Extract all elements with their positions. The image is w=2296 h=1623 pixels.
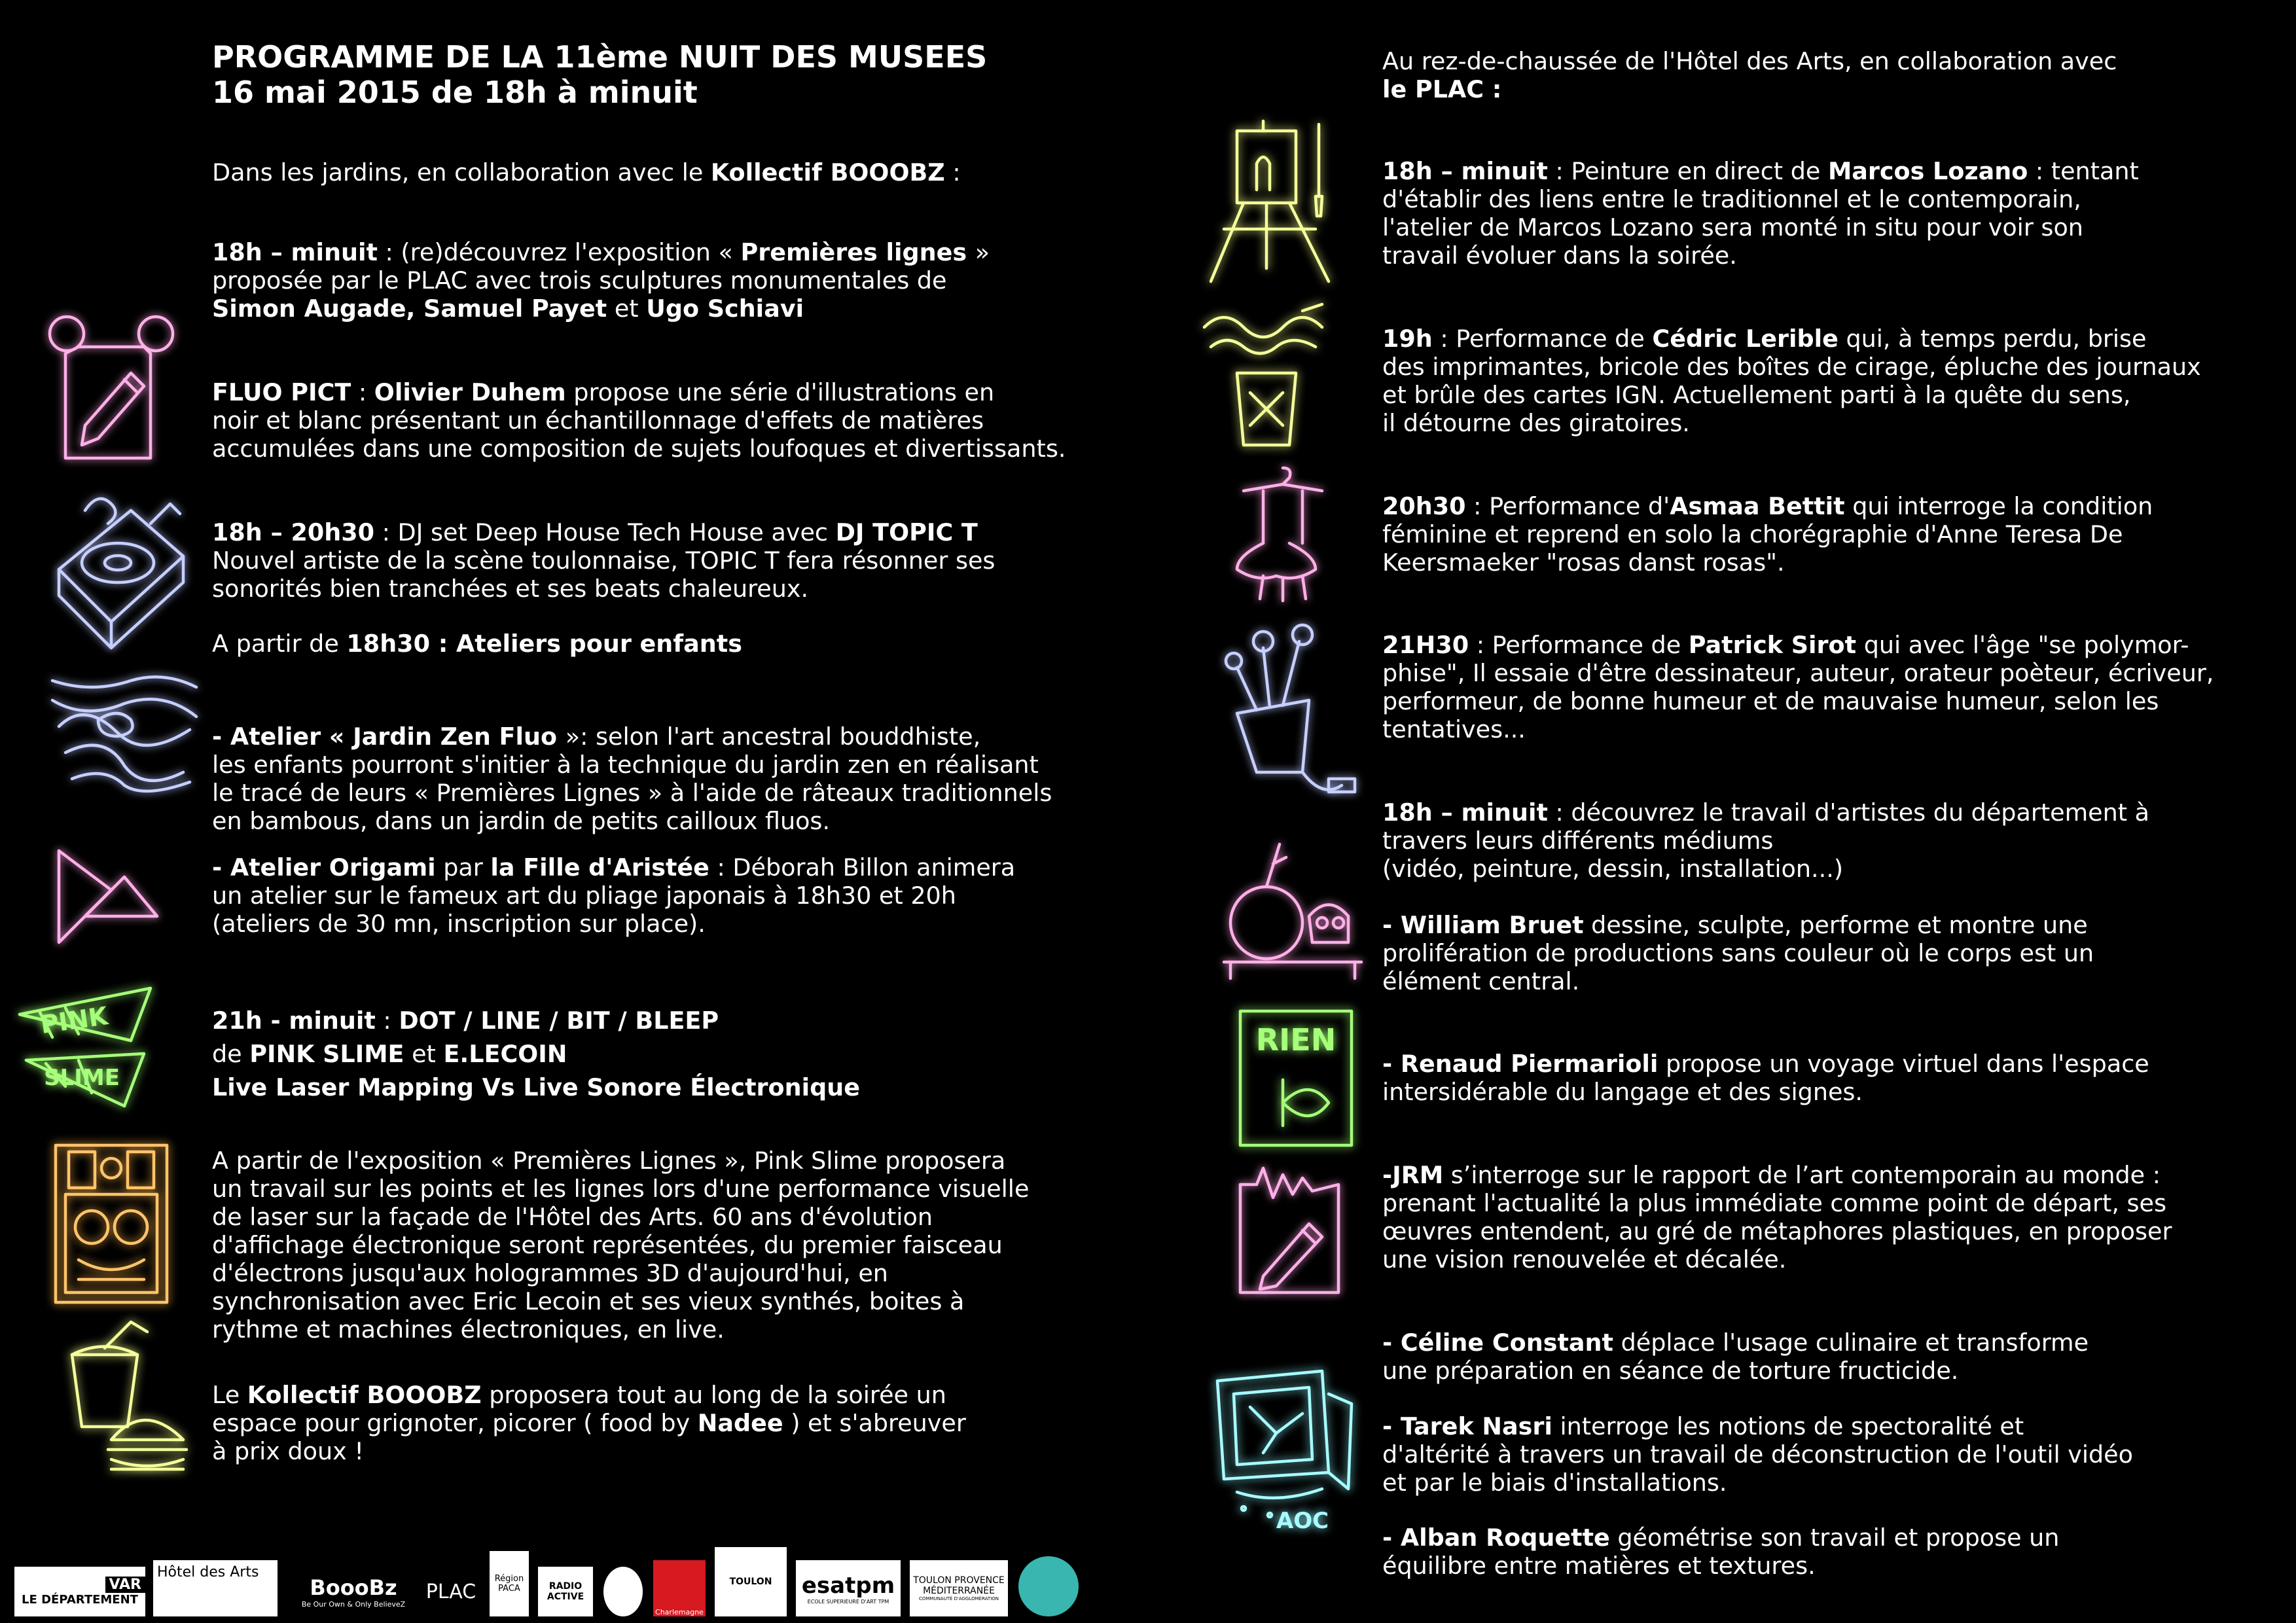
event-text: à prix doux ! (212, 1437, 364, 1465)
artist-name: Cédric Lerible (1652, 325, 1839, 353)
intro-text: Au rez-de-chaussée de l'Hôtel des Arts, en collaboration avec (1382, 47, 2117, 75)
gardens-intro (212, 158, 1187, 187)
event-text: les enfants pourront s'initier à la technique du jardin zen en réalisant (212, 751, 1039, 779)
artist-name: Patrick Sirot (1688, 631, 1857, 659)
event-text: » (975, 238, 990, 266)
bullet: - (1382, 1050, 1401, 1078)
event-text: performeur, de bonne humeur et de mauvaise humeur, selon les (1382, 687, 2159, 715)
event-text: propose une série d'illustrations en (565, 378, 995, 406)
zen-garden-waves-icon (46, 674, 203, 792)
intro-colon: : (944, 158, 961, 187)
event-lerible (1382, 325, 2292, 437)
event-food (212, 1381, 1187, 1465)
plac-label: le PLAC : (1382, 75, 1502, 103)
rien-label: RIEN (1255, 1022, 1336, 1058)
event-text: géométrise son travail et propose un (1609, 1524, 2060, 1552)
artist-name: Olivier Duhem (374, 378, 566, 406)
artist-name: Nadee (697, 1409, 783, 1437)
artist-names: Simon Augade, Samuel Payet (212, 294, 607, 323)
artist-roquette (1382, 1524, 2292, 1580)
booobz-logo (288, 1567, 419, 1616)
event-dot-line (212, 1007, 1187, 1101)
ateliers-heading (212, 630, 1187, 658)
event-text: il détourne des giratoires. (1382, 409, 1690, 437)
bullet: - (1382, 1161, 1393, 1189)
event-text: : (351, 378, 374, 406)
event-text: élément central. (1382, 967, 1580, 995)
esatpm-tagline: ECOLE SUPERIEURE D'ART TPM (807, 1598, 889, 1605)
event-jardin-zen (212, 722, 1187, 835)
event-text: équilibre entre matières et textures. (1382, 1552, 1816, 1580)
event-time: 21H30 (1382, 631, 1469, 659)
booobz-tagline: Be Our Own & Only BelieveZ (301, 1599, 406, 1609)
event-departement (1382, 798, 2292, 883)
event-time: 20h30 (1382, 492, 1466, 520)
event-text: s’interroge sur le rapport de l’art contemporain au monde : (1443, 1161, 2161, 1189)
event-text: : tentant (2028, 157, 2139, 185)
sponsor-logos (14, 1547, 1127, 1616)
event-text: en bambous, dans un jardin de petits cailloux fluos. (212, 807, 831, 835)
event-text: un atelier sur le fameux art du pliage japonais à 18h30 et 20h (212, 882, 956, 910)
hotel-logo-text: Hôtel des Arts (157, 1564, 259, 1580)
event-text: : Déborah Billon animera (709, 853, 1016, 882)
event-time: 18h – 20h30 (212, 518, 375, 546)
artist-piermarioli (1382, 1050, 2292, 1106)
event-text: œuvres entendent, au gré de métaphores plastiques, en proposer (1382, 1217, 2172, 1245)
event-text: d'établir des liens entre le traditionnel et le contemporain, (1382, 185, 2081, 213)
event-time: 18h – minuit (1382, 157, 1548, 185)
turntable-icon (46, 484, 190, 648)
event-text: déplace l'usage culinaire et transforme (1613, 1329, 2089, 1357)
tpm-logo (910, 1560, 1008, 1616)
skull-sphere-icon (1217, 838, 1368, 982)
radio-logo-text: RADIO ACTIVE (547, 1581, 584, 1602)
event-text: un travail sur les points et les lignes lors d'une performance visuelle (212, 1175, 1030, 1203)
event-text: proposée par le PLAC avec trois sculptures monumentales de (212, 266, 947, 294)
event-text: dessine, sculpte, performe et montre une (1583, 911, 2088, 939)
slime-label: SLIME (44, 1065, 120, 1091)
ateliers-label: : Ateliers pour enfants (429, 630, 742, 658)
event-text: synchronisation avec Eric Lecoin et ses vieux synthés, boites à (212, 1287, 965, 1315)
title-line-1: PROGRAMME DE LA 11ème NUIT DES MUSEES (212, 39, 988, 75)
artist-name: Ugo Schiavi (646, 294, 804, 323)
event-text: rythme et machines électroniques, en live. (212, 1315, 725, 1344)
pink-slime-laser-icon (13, 982, 157, 1113)
toulon-logo (715, 1547, 787, 1616)
event-text: prolifération de productions sans couleur où le corps est un (1382, 939, 2094, 967)
event-text: noir et blanc présentant un échantillonnage d'effets de matières (212, 406, 984, 435)
artist-name: JRM (1392, 1161, 1444, 1189)
event-text: : DJ set Deep House Tech House avec (374, 518, 836, 546)
mouse-pencil-icon (46, 314, 177, 465)
event-bettit (1382, 492, 2292, 577)
event-text: une vision renouvelée et décalée. (1382, 1245, 1787, 1274)
event-lozano (1382, 157, 2292, 270)
bullet: - (1382, 1329, 1401, 1357)
atelier-name: - Atelier Origami (212, 853, 436, 882)
event-text: : découvrez le travail d'artistes du département à (1547, 798, 2150, 827)
program-title (212, 39, 1187, 110)
event-text: le tracé de leurs « Premières Lignes » à l'aide de râteaux traditionnels (212, 779, 1052, 807)
event-time: 18h – minuit (212, 238, 378, 266)
project-name: FLUO PICT (212, 378, 351, 406)
event-text: des imprimantes, bricole des boîtes de cirage, épluche des journaux (1382, 353, 2201, 381)
event-text: ) et s'abreuver (783, 1409, 966, 1437)
departement-logo-text: LE DÉPARTEMENT (22, 1593, 138, 1607)
artist-name: Alban Roquette (1400, 1524, 1610, 1552)
event-pink-slime-description (212, 1147, 1187, 1344)
bottom-label: AOC (1276, 1508, 1329, 1534)
artist-jrm (1382, 1161, 2292, 1274)
event-text: accumulées dans une composition de sujets loufoques et divertissants. (212, 435, 1066, 463)
event-text: sonorités bien tranchées et ses beats chaleureux. (212, 575, 809, 603)
booobz-logo-text: BoooBz (310, 1575, 397, 1600)
event-text: et (404, 1040, 444, 1068)
event-text: A partir de (212, 630, 347, 658)
event-text: : (re)découvrez l'exposition « (377, 238, 741, 266)
round-seal-logo (603, 1567, 643, 1616)
event-text: féminine et reprend en solo la chorégraphie d'Anne Teresa De (1382, 520, 2123, 548)
artist-constant (1382, 1329, 2292, 1385)
teal-round-logo (1018, 1556, 1079, 1616)
event-text: : (375, 1007, 399, 1035)
plac-logo (422, 1567, 480, 1616)
flower-pot-icon (1211, 622, 1361, 818)
event-sirot (1382, 631, 2292, 743)
broken-monitor-icon (1211, 1368, 1361, 1538)
artist-name: Marcos Lozano (1827, 157, 2028, 185)
show-subtitle: Live Laser Mapping Vs Live Sonore Électronique (212, 1073, 860, 1101)
kollectif-name: Kollectif BOOOBZ (710, 158, 945, 187)
event-text: interroge les notions de spectoralité et (1552, 1412, 2024, 1440)
radio-active-logo (538, 1567, 593, 1616)
event-text: tentatives... (1382, 715, 1526, 743)
speaker-boxes-icon (52, 1142, 170, 1306)
var-logo-text: VAR (105, 1577, 146, 1593)
event-text: phise", Il essaie d'être dessinateur, auteur, orateur poèteur, écriveur, (1382, 659, 2214, 687)
artist-name: Renaud Piermarioli (1400, 1050, 1659, 1078)
event-premieres-lignes (212, 238, 1187, 323)
event-text: et brûle des cartes IGN. Actuellement parti à la quête du sens, (1382, 381, 2131, 409)
bullet: - (1382, 911, 1401, 939)
artist-nasri (1382, 1412, 2292, 1497)
event-text: Le (212, 1381, 247, 1409)
region-paca-logo (490, 1551, 529, 1616)
artist-name: William Bruet (1400, 911, 1584, 939)
title-line-2: 16 mai 2015 de 18h à minuit (212, 75, 698, 110)
show-name: DOT / LINE / BIT / BLEEP (399, 1007, 719, 1035)
bullet: - (1382, 1412, 1401, 1440)
event-text: l'atelier de Marcos Lozano sera monté in situ pour voir son (1382, 213, 2083, 241)
event-text: : Performance de (1469, 631, 1689, 659)
charlemagne-logo (653, 1560, 706, 1616)
artist-name: E.LECOIN (443, 1040, 567, 1068)
event-text: espace pour grignoter, picorer ( food by (212, 1409, 698, 1437)
event-text: d'affichage électronique seront représentées, du premier faisceau (212, 1231, 1003, 1259)
hotel-des-arts-logo (153, 1560, 278, 1616)
event-text: (vidéo, peinture, dessin, installation...) (1382, 855, 1844, 883)
tutu-dress-icon (1230, 465, 1335, 602)
exhibition-name: Premières lignes (740, 238, 975, 266)
plac-logo-text: PLAC (425, 1580, 476, 1603)
bucket-water-icon (1198, 301, 1342, 452)
event-text: proposera tout au long de la soirée un (481, 1381, 946, 1409)
artist-name: Céline Constant (1400, 1329, 1613, 1357)
event-text: d'électrons jusqu'aux hologrammes 3D d'aujourd'hui, en (212, 1259, 888, 1287)
artist-name: DJ TOPIC T (835, 518, 978, 546)
event-text: A partir de l'exposition « Premières Lignes », Pink Slime proposera (212, 1147, 1006, 1175)
event-text: : Performance de (1432, 325, 1653, 353)
origami-icon (46, 844, 164, 949)
artist-name: Tarek Nasri (1400, 1412, 1552, 1440)
event-text: prenant l'actualité la plus immédiate comme point de départ, ses (1382, 1189, 2167, 1217)
artist-name: PINK SLIME (249, 1040, 404, 1068)
atelier-label: - Atelier « (212, 722, 353, 751)
event-text: (ateliers de 30 mn, inscription sur place). (212, 910, 706, 938)
event-dj-set (212, 518, 1187, 603)
event-text: travers leurs différents médiums (1382, 827, 1774, 855)
event-text: par (435, 853, 491, 882)
event-time: 19h (1382, 325, 1433, 353)
pink-label: PINK (39, 1001, 110, 1040)
event-text: Keersmaeker "rosas danst rosas". (1382, 548, 1785, 577)
event-text: qui avec l'âge "se polymor- (1856, 631, 2189, 659)
tpm-logo-text: TOULON PROVENCE MÉDITERRANÉE (913, 1575, 1005, 1596)
event-time: 18h – minuit (1382, 798, 1548, 827)
event-text: une préparation en séance de torture fructicide. (1382, 1357, 1959, 1385)
hotel-intro (1382, 47, 2292, 103)
event-time: 21h - minuit (212, 1007, 376, 1035)
kollectif-name: Kollectif BOOOBZ (247, 1381, 482, 1409)
event-text: intersidérable du langage et des signes. (1382, 1078, 1863, 1106)
intro-text: Dans les jardins, en collaboration avec le (212, 158, 711, 187)
event-fluo-pict (212, 378, 1187, 463)
event-time: 18h30 (346, 630, 430, 658)
tpm-tagline: COMMUNAUTÉ D'AGGLOMÉRATION (918, 1596, 999, 1601)
event-text: Nouvel artiste de la scène toulonnaise, TOPIC T fera résonner ses (212, 546, 996, 575)
event-text: et (607, 294, 647, 323)
pencil-frame-icon (1237, 1165, 1342, 1296)
event-origami (212, 853, 1187, 938)
esatpm-logo-text: esatpm (801, 1572, 895, 1599)
charlemagne-logo-text: Charlemagne (655, 1608, 704, 1616)
artist-name: la Fille d'Aristée (490, 853, 709, 882)
bullet: - (1382, 1524, 1401, 1552)
atelier-name: Jardin Zen Fluo (353, 722, 565, 751)
artist-name: Asmaa Bettit (1670, 492, 1845, 520)
event-text: »: selon l'art ancestral bouddhiste, (565, 722, 981, 751)
event-text: travail évoluer dans la soirée. (1382, 241, 1737, 270)
event-text: : Peinture en direct de (1547, 157, 1828, 185)
esatpm-logo (796, 1560, 901, 1616)
var-departement-logo (14, 1567, 145, 1616)
event-text: et par le biais d'installations. (1382, 1469, 1727, 1497)
event-text: qui interroge la condition (1844, 492, 2153, 520)
easel-icon (1198, 118, 1348, 288)
event-text: : Performance d' (1465, 492, 1670, 520)
event-text: de laser sur la façade de l'Hôtel des Arts. 60 ans d'évolution (212, 1203, 933, 1231)
event-text: qui, à temps perdu, brise (1838, 325, 2147, 353)
event-text: propose un voyage virtuel dans l'espace (1658, 1050, 2149, 1078)
event-text: de (212, 1040, 250, 1068)
artist-bruet (1382, 911, 2292, 995)
toulon-logo-text: TOULON (729, 1577, 772, 1587)
region-logo-text: Région PACA (494, 1574, 524, 1594)
event-text: d'altérité à travers un travail de déconstruction de l'outil vidéo (1382, 1440, 2133, 1469)
rien-icon (1237, 1008, 1355, 1152)
burger-drink-icon (59, 1329, 190, 1486)
